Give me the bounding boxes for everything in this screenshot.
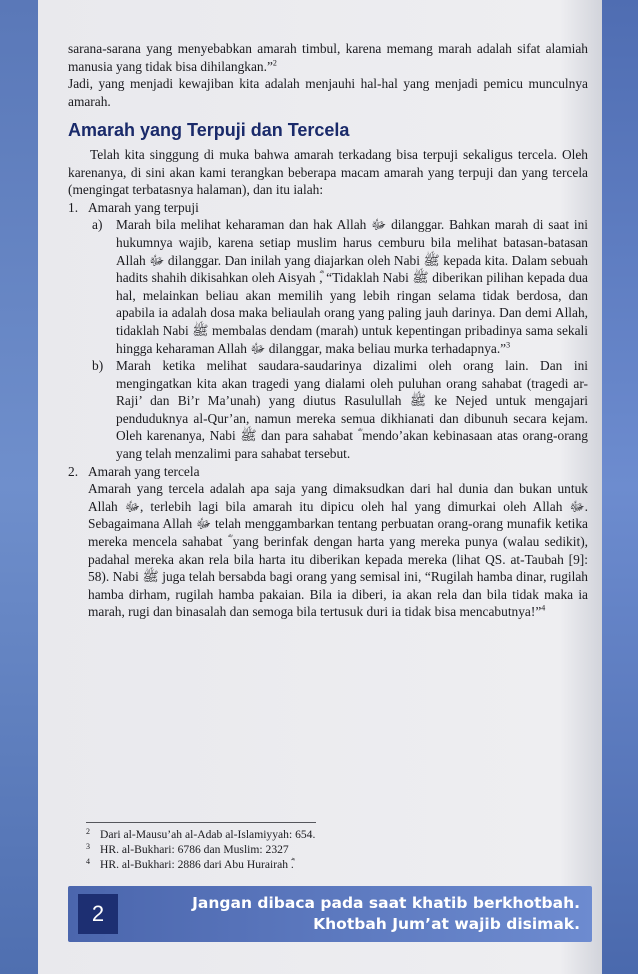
sub-list-item bbox=[88, 357, 588, 463]
footnote: 2 Dari al-Mausu’ah al-Adab al-Islamiyyah: 654. bbox=[86, 827, 316, 841]
footnote: 4 HR. al-Bukhari: 2886 dari Abu Hurairah ؓ. bbox=[86, 857, 294, 871]
sub-list-item bbox=[88, 216, 588, 357]
page-number: 2 bbox=[78, 894, 118, 934]
footnote-divider bbox=[86, 822, 316, 823]
sub-list-letter: a) bbox=[92, 217, 103, 233]
footer-slogan-line-2: Khotbah Jum’at wajib disimak. bbox=[313, 915, 580, 933]
list-item-body: Amarah yang tercela adalah apa saja yang dimaksudkan dari hal dunia dan bukan untuk Allah ﷻ, terlebih lagi bila amarah itu dipicu oleh hal yang dimurkai oleh Allah ﷻ. Sebagaimana Allah ﷻ telah menggambarkan tentang perbuatan orang-orang munafik ketika mereka mencela sahabat ؓ yang berinfak dengan harta yang mereka punya (walau sedikit), padahal mereka akan rela bila harta itu diberikan kepada mereka (lihat QS. at-Taubah [9]: 58). Nabi ﷺ juga telah bersabda bagi orang yang semisal ini, “Rugilah hamba dinar, rugilah hamba dirham, rugilah hamba pakaian. Bila ia diberi, ia akan rela dan bila tidak maka ia marah, rugi dan binasalah dan semoga bila tertusuk duri ia tidak bisa mencabutnya!”$^4$ bbox=[88, 481, 589, 620]
section-intro: Telah kita singgung di muka bahwa amarah terkadang bisa terpuji sekaligus tercela. Oleh karenanya, di sini akan kami terangkan beberapa macam amarah yang terpuji dan yang tercela (mengingat terbatasnya halaman), dan itu ialah: bbox=[68, 146, 588, 198]
right-color-band bbox=[602, 0, 638, 974]
footer-slogan-line-1: Jangan dibaca pada saat khatib berkhotbah. bbox=[192, 894, 580, 912]
list-item bbox=[68, 463, 588, 621]
sub-list-letter: b) bbox=[92, 358, 104, 374]
intro-paragraph-1: sarana-sarana yang menyebabkan amarah timbul, karena memang marah adalah sifat alamiah manusia yang tidak bisa dihilangkan.”$^2$ bbox=[68, 41, 588, 74]
list-number: 1. bbox=[68, 199, 79, 215]
footer-slogan bbox=[192, 893, 580, 935]
left-color-band bbox=[0, 0, 38, 974]
intro-paragraph-2: Jadi, yang menjadi kewajiban kita adalah menjauhi hal-hal yang menjadi pemicu munculnya amarah. bbox=[68, 76, 588, 109]
main-list bbox=[68, 199, 588, 621]
list-item-title: Amarah yang terpuji bbox=[88, 199, 199, 215]
sub-list-text: Marah ketika melihat saudara-saudarinya dizalimi oleh orang lain. Dan ini mengingatkan kita akan tragedi yang dialami oleh puluhan orang sahabat (tragedi ar-Raji’ dan Bi’r Ma’unah) yang diutus Rasulullah ﷺ ke Nejed untuk mengajari penduduknya al-Qur’an, namun mereka semua dikhianati dan dibunuh secara kejam. Oleh karenanya, Nabi ﷺ dan para sahabat ؓ mendo’akan kebinasaan atas orang-orang yang telah menzalimi para sahabat tersebut. bbox=[116, 358, 588, 462]
section-heading: Amarah yang Terpuji dan Tercela bbox=[68, 120, 350, 141]
footnote-ref: 4 bbox=[541, 603, 546, 613]
list-number: 2. bbox=[68, 463, 79, 479]
sub-list bbox=[88, 216, 588, 462]
footnote-ref: 2 bbox=[272, 58, 277, 68]
footnote: 3 HR. al-Bukhari: 6786 dan Muslim: 2327 bbox=[86, 842, 289, 856]
footnotes bbox=[86, 822, 586, 872]
sub-list-text: Marah bila melihat keharaman dan hak Allah ﷻ dilanggar. Bahkan marah di saat ini hukumnya wajib, karena setiap muslim harus cemburu bila melihat batasan-batasan Allah ﷻ dilanggar. Dan inilah yang diajarkan oleh Nabi ﷺ kepada kita. Dalam sebuah hadits shahih dikisahkan oleh Aisyah ؓ, “Tidaklah Nabi ﷺ diberikan pilihan kepada dua hal, melainkan beliau akan memilih yang lebih ringan selama tidak berdosa, dan apabila ia adalah dosa maka beliaulah orang yang paling jauh darinya. Dan demi Allah, tidaklah Nabi ﷺ membalas dendam (marah) untuk kepentingan pribadinya sama sekali hingga keharaman Allah ﷻ dilanggar, maka beliau murka terhadapnya.” bbox=[116, 217, 588, 356]
list-item bbox=[68, 199, 588, 463]
footnote-ref: 3 bbox=[506, 340, 511, 350]
article-body bbox=[68, 40, 588, 621]
list-item-title: Amarah yang tercela bbox=[88, 463, 200, 479]
footer-banner bbox=[68, 886, 592, 942]
